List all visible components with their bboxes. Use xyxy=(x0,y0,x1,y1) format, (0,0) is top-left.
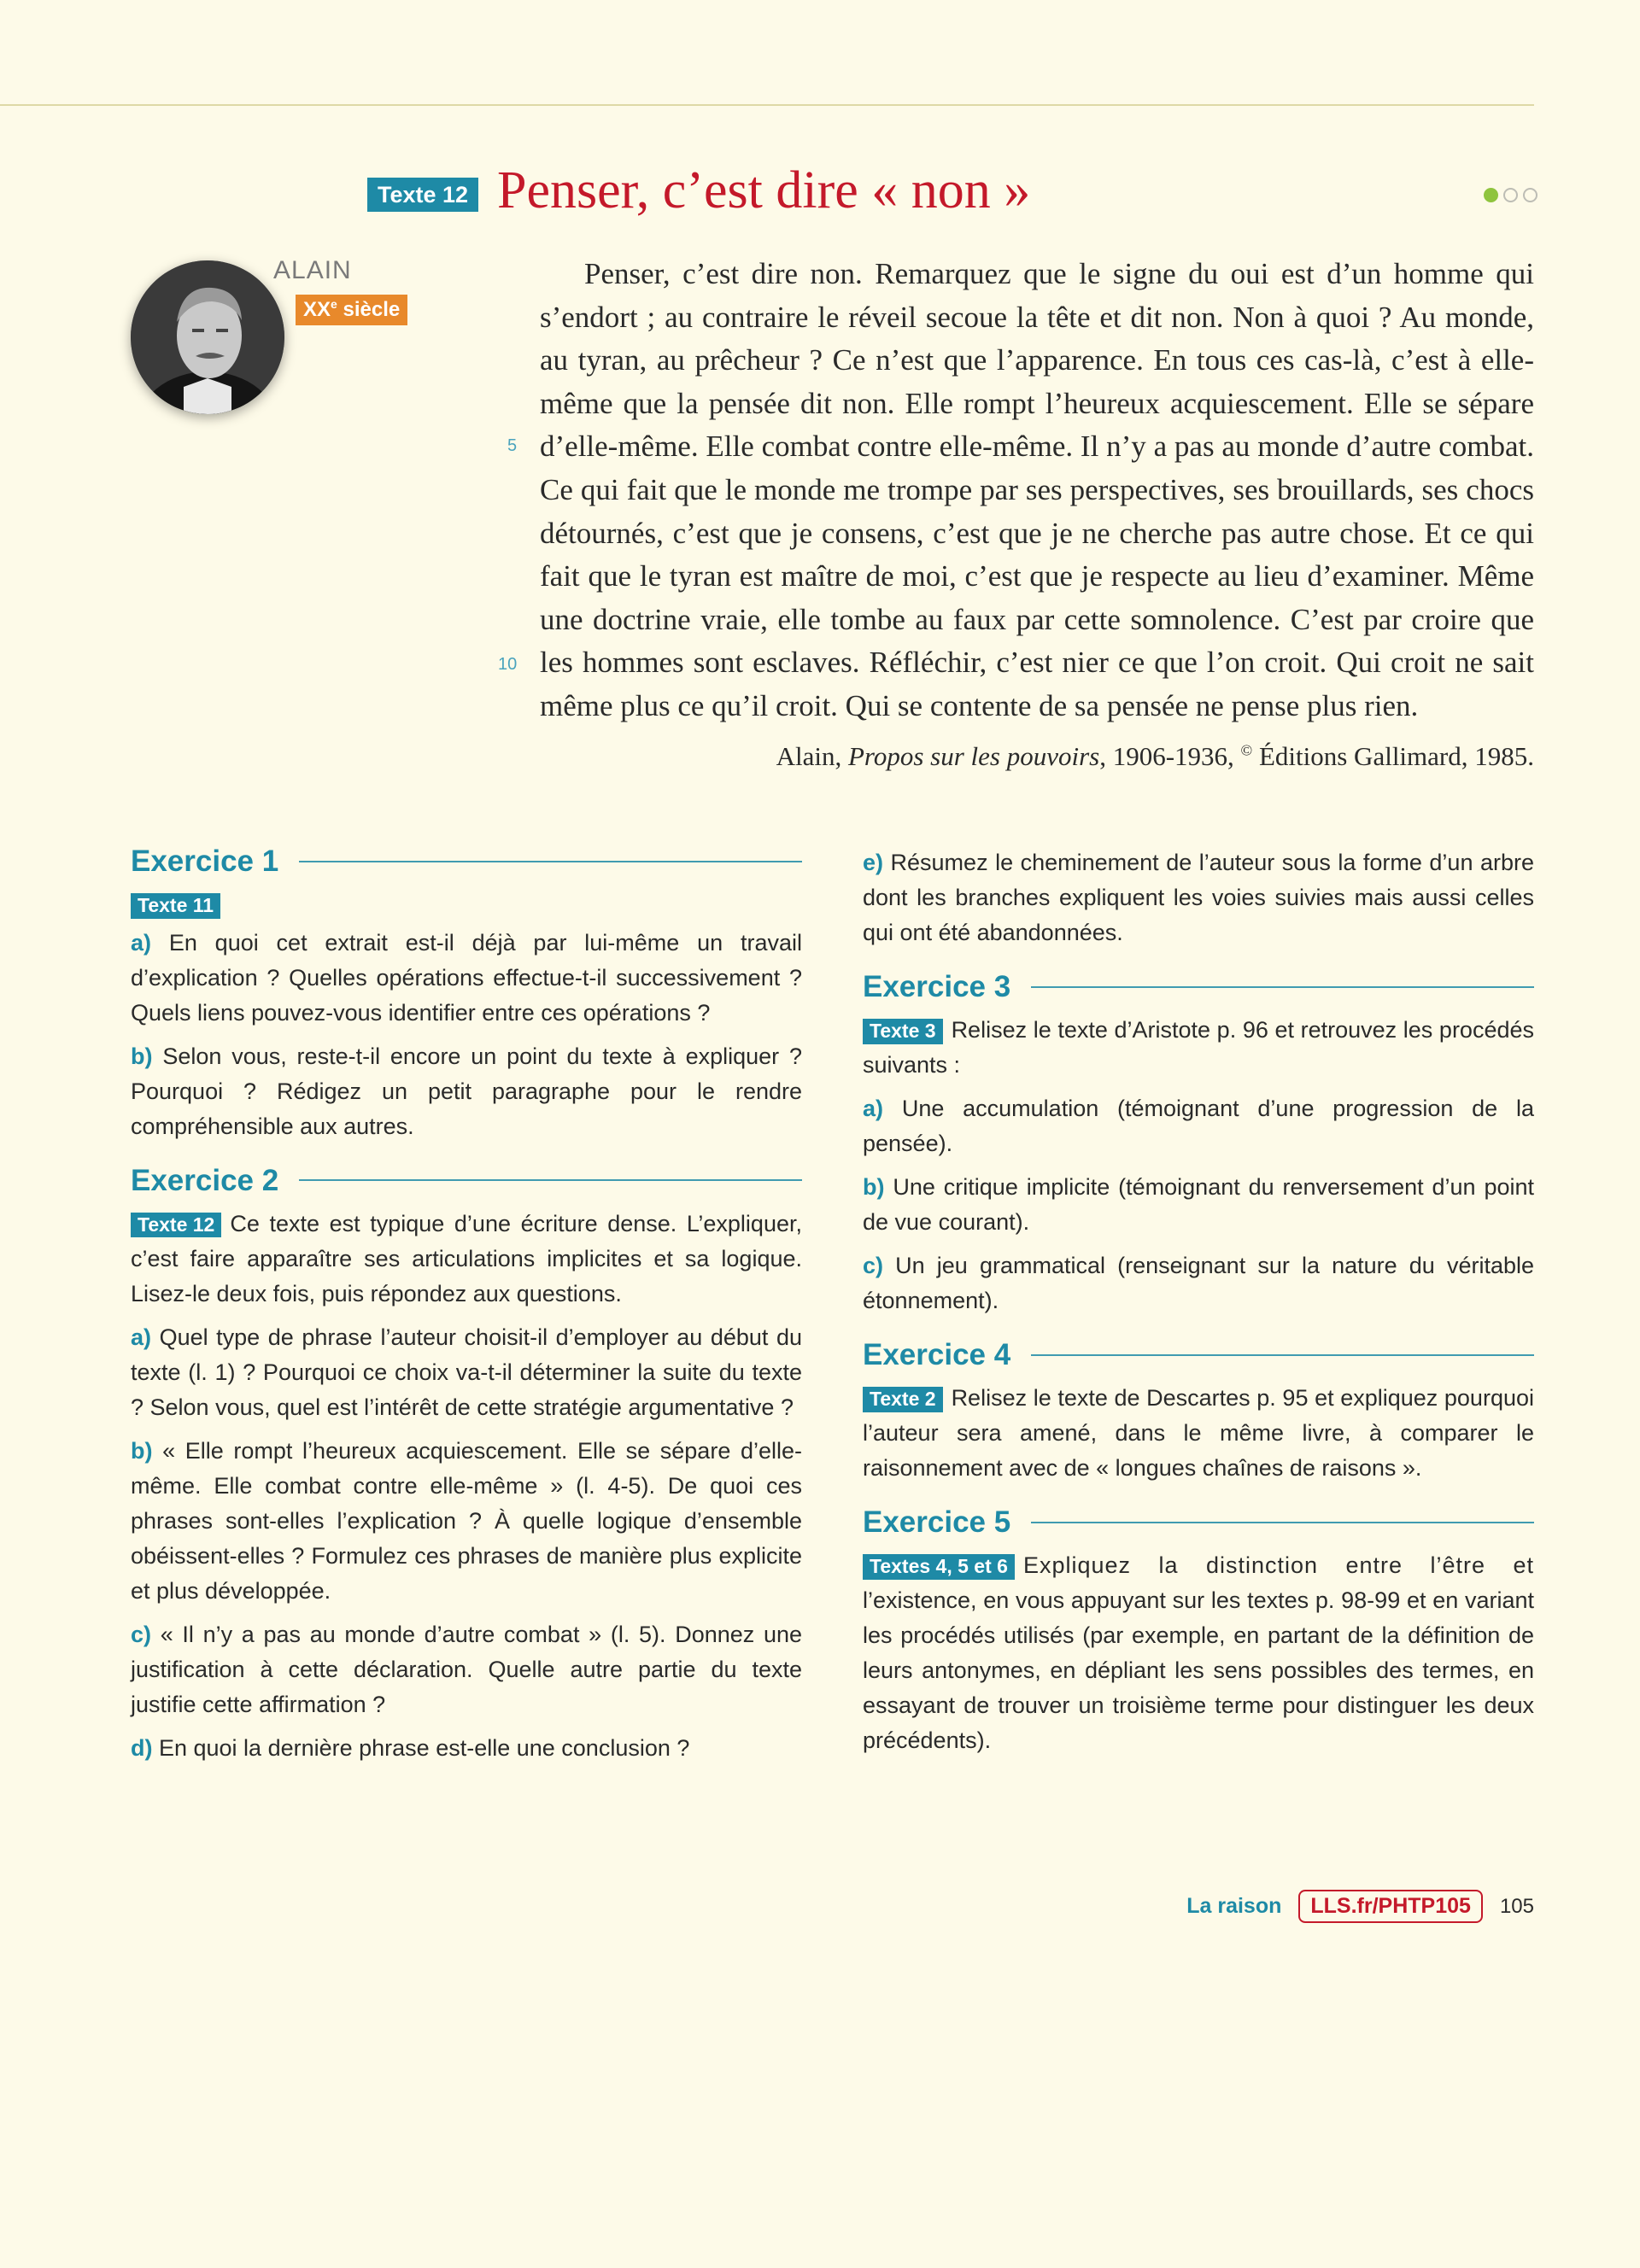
exercises-left-column xyxy=(131,844,802,1774)
author-portrait-image xyxy=(131,260,284,414)
question-text: Une accumulation (témoignant d’une progression de la pensée). xyxy=(863,1096,1534,1156)
author-portrait xyxy=(131,260,284,414)
main-text: Penser, c’est dire non. Remarquez que le signe du oui est d’un homme qui s’endort ; au contraire le réveil secoue la tête et dit non. Non à quoi ? Au monde, au tyran, au prêcheur ? Ce n’est que l’apparence. En tous ces cas-là, c’est à elle-même que la pensée dit non. Elle rompt l’heureux acquiescement. Elle se sépare d’elle-même. Elle combat contre elle-même. Il n’y a pas au monde d’autre combat. Ce qui fait que le monde me trompe par ses perspectives, ses brouillards, ses chocs détournés, c’est que je consens, c’est que je ne cherche pas autre chose. Et ce qui fait que le tyran est maître de moi, c’est que je respecte au lieu d’examiner. Même une doctrine vraie, elle tombe au faux par cette somnolence. C’est par croire que les hommes sont esclaves. Réfléchir, c’est nier ce que l’on croit. Qui croit ne sait même plus ce qu’il croit. Qui se contente de sa pensée ne pense plus rien. xyxy=(540,257,1534,722)
exercise-title: Exercice 4 xyxy=(863,1338,1011,1371)
exercise-title: Exercice 2 xyxy=(131,1163,279,1197)
text-reference-badge: Texte 11 xyxy=(131,893,220,919)
text-header xyxy=(367,162,1538,231)
difficulty-dot-empty xyxy=(1523,188,1538,202)
exercises-right-column xyxy=(863,845,1534,1767)
exercise-5-intro xyxy=(863,1548,1534,1758)
exercise-2-intro xyxy=(131,1207,802,1312)
question-label: b) xyxy=(863,1174,885,1200)
question-text: En quoi cet extrait est-il déjà par lui-même un travail d’explication ? Quelles opérations effectue-t-il successivement ? Quels liens pouvez-vous identifier entre ces opérations ? xyxy=(131,929,802,1026)
question-label: a) xyxy=(131,1324,152,1350)
intro-text-spaced: Expliquez la distinction entre l’être et xyxy=(1022,1552,1534,1578)
question-text: En quoi la dernière phrase est-elle une conclusion ? xyxy=(152,1734,690,1761)
source-author: Alain, xyxy=(776,741,848,771)
question-label: c) xyxy=(863,1253,884,1278)
exercise-title: Exercice 5 xyxy=(863,1505,1011,1539)
question-text: Selon vous, reste-t-il encore un point du texte à expliquer ? Pourquoi ? Rédigez un petit paragraphe pour le rendre compréhensible aux autres. xyxy=(131,1043,802,1139)
question-a xyxy=(131,1320,802,1425)
text-reference-badge: Texte 12 xyxy=(131,1213,221,1238)
intro-text: l’existence, en vous appuyant sur les textes p. 98-99 et en variant les procédés utilisés (par exemple, en partant de la définition de leurs antonymes, en dépliant les sens possibles des termes, en essayant de trouver un troisième terme pour distinguer les deux précédents). xyxy=(863,1587,1534,1753)
intro-text: Relisez le texte de Descartes p. 95 et expliquez pourquoi l’auteur sera amené, dans le même livre, à comparer le raisonnement avec de « longues chaînes de raisons ». xyxy=(863,1385,1534,1481)
text-reference-badge: Textes 4, 5 et 6 xyxy=(863,1554,1015,1580)
line-number: 10 xyxy=(498,655,518,674)
difficulty-dot-empty xyxy=(1503,188,1518,202)
exercise-title: Exercice 1 xyxy=(131,845,279,878)
source-dates: , 1906-1936, xyxy=(1099,741,1241,771)
text-reference-badge: Texte 3 xyxy=(863,1019,943,1044)
exercise-4-heading xyxy=(863,1337,1534,1372)
difficulty-indicator xyxy=(1484,188,1538,202)
line-number: 5 xyxy=(507,436,518,455)
question-a xyxy=(131,926,802,1031)
copyright-mark: © xyxy=(1240,741,1253,759)
top-rule xyxy=(0,104,1534,106)
question-label: c) xyxy=(131,1621,152,1647)
source-work: Propos sur les pouvoirs xyxy=(847,741,1100,771)
question-c xyxy=(131,1617,802,1722)
question-label: d) xyxy=(131,1734,153,1761)
exercise-2-heading xyxy=(131,1163,802,1198)
question-text: Un jeu grammatical (renseignant sur la nature du véritable étonnement). xyxy=(863,1253,1534,1313)
question-b xyxy=(131,1039,802,1144)
source-citation xyxy=(776,741,1534,772)
source-publisher: Éditions Gallimard, 1985. xyxy=(1252,741,1534,771)
exercise-title: Exercice 3 xyxy=(863,970,1011,1003)
question-text: Résumez le cheminement de l’auteur sous la forme d’un arbre dont les branches expliquent les voies suivies mais aussi celles qui ont été abandonnées. xyxy=(863,850,1534,945)
heading-rule xyxy=(1031,1354,1534,1356)
text-number-badge: Texte 12 xyxy=(367,178,478,212)
page-number: 105 xyxy=(1499,1894,1534,1918)
question-a xyxy=(863,1091,1534,1161)
question-text: « Elle rompt l’heureux acquiescement. Elle se sépare d’elle-même. Elle combat contre elle-même » (l. 4-5). De quoi ces phrases sont-elles l’explication ? À quelle logique d’ensemble obéissent-elles ? Formulez ces phrases de manière plus explicite et plus développée. xyxy=(131,1437,802,1604)
century-roman: XX xyxy=(303,298,331,321)
century-sup: e xyxy=(331,297,337,311)
question-c xyxy=(863,1248,1534,1318)
question-d xyxy=(131,1731,802,1766)
heading-rule xyxy=(299,1179,802,1181)
exercise-5-heading xyxy=(863,1505,1534,1540)
century-badge xyxy=(296,295,407,325)
question-e xyxy=(863,845,1534,950)
question-text: Une critique implicite (témoignant du renversement d’un point de vue courant). xyxy=(863,1174,1534,1235)
question-label: a) xyxy=(863,1096,884,1121)
text-reference-badge: Texte 2 xyxy=(863,1387,943,1412)
page-footer xyxy=(1186,1890,1534,1923)
century-word: siècle xyxy=(337,298,401,321)
heading-rule xyxy=(1031,1522,1534,1523)
exercise-4-intro xyxy=(863,1381,1534,1486)
question-b xyxy=(131,1434,802,1609)
question-text: Quel type de phrase l’auteur choisit-il d’employer au début du texte (l. 1) ? Pourquoi ce choix va-t-il déterminer la suite du texte ? Selon vous, quel est l’intérêt de cette stratégie argumentative ? xyxy=(131,1324,802,1420)
difficulty-dot-filled xyxy=(1484,188,1498,202)
exercise-3-intro xyxy=(863,1013,1534,1083)
question-b xyxy=(863,1170,1534,1240)
page-title: Penser, c’est dire « non » xyxy=(497,161,1031,219)
question-text: « Il n’y a pas au monde d’autre combat » (l. 5). Donnez une justification à cette déclaration. Quelle autre partie du texte justifie cette affirmation ? xyxy=(131,1621,802,1717)
chapter-name: La raison xyxy=(1186,1894,1282,1918)
exercise-3-heading xyxy=(863,969,1534,1004)
question-label: e) xyxy=(863,850,884,875)
exercise-1-heading xyxy=(131,844,802,879)
question-label: b) xyxy=(131,1437,153,1464)
resource-link[interactable]: LLS.fr/PHTP105 xyxy=(1298,1890,1483,1923)
intro-text: Relisez le texte d’Aristote p. 96 et retrouvez les procédés suivants : xyxy=(863,1017,1534,1078)
heading-rule xyxy=(299,861,802,862)
intro-text: Ce texte est typique d’une écriture dense. L’expliquer, c’est faire apparaître ses articulations implicites et sa logique. Lisez-le deux fois, puis répondez aux questions. xyxy=(131,1210,802,1306)
heading-rule xyxy=(1031,986,1534,988)
question-label: a) xyxy=(131,929,152,956)
author-name: ALAIN xyxy=(273,256,352,284)
question-label: b) xyxy=(131,1043,153,1069)
